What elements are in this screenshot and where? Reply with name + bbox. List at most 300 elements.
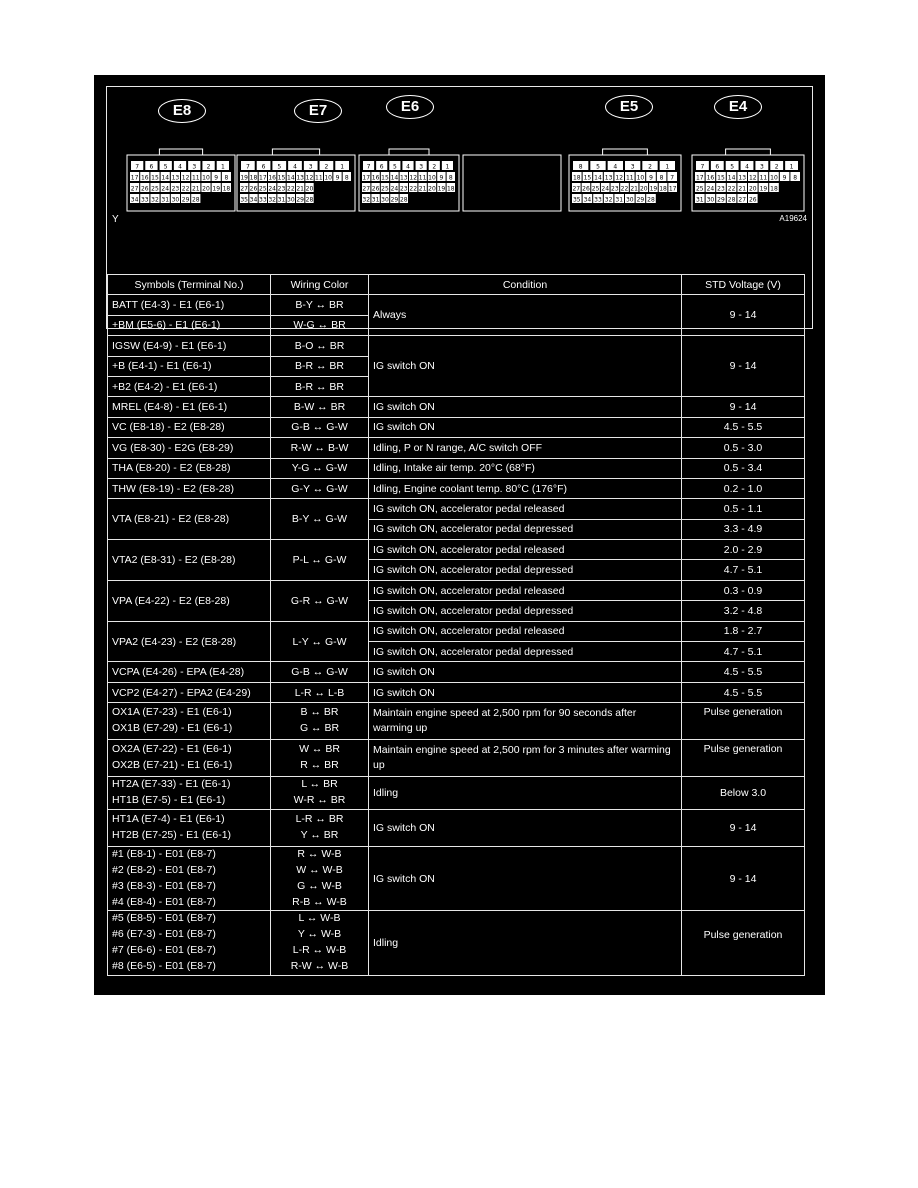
connector-latch	[272, 149, 319, 155]
pin-number: 3	[192, 163, 197, 171]
wiring-line: Y ↔ BR	[300, 829, 339, 842]
condition-cell: Idling	[369, 777, 682, 810]
pin-number: 28	[191, 196, 200, 204]
symbol-cell	[108, 703, 271, 740]
pin-number: 34	[130, 196, 139, 204]
pin-number: 30	[287, 196, 295, 204]
voltage-cell: 4.5 - 5.5	[682, 662, 805, 682]
pin-number: 1	[445, 163, 450, 171]
symbol-cell: IGSW (E4-9) - E1 (E6-1)	[108, 336, 271, 356]
pin-number: 31	[371, 196, 380, 204]
pin-number: 21	[191, 185, 200, 193]
connector-face-e5	[569, 149, 681, 211]
pin-number: 31	[161, 196, 170, 204]
pin-number: 11	[625, 174, 634, 182]
condition-cell: IG switch ON	[369, 336, 682, 397]
wiring-cell: P-L ↔ G-W	[271, 540, 369, 581]
pin-number: 7	[135, 163, 140, 171]
condition-cell: Always	[369, 295, 682, 336]
symbol-cell	[108, 810, 271, 847]
pin-number: 1	[340, 163, 345, 171]
pin-number: 27	[130, 185, 139, 193]
condition-cell: IG switch ON	[369, 397, 682, 417]
symbol-cell: THW (E8-19) - E2 (E8-28)	[108, 478, 271, 498]
pin-number: 3	[308, 163, 313, 171]
pin-number: 26	[249, 185, 258, 193]
pin-number: 5	[163, 163, 168, 171]
pin-number: 17	[668, 185, 677, 193]
connector-latch	[603, 149, 648, 155]
pin-number: 20	[639, 185, 648, 193]
pin-number: 22	[409, 185, 418, 193]
pin-number: 30	[171, 196, 180, 204]
condition-cell: IG switch ON	[369, 810, 682, 847]
pin-number: 11	[759, 174, 768, 182]
voltage-cell: Pulse generation	[682, 911, 805, 975]
symbol-cell: VPA2 (E4-23) - E2 (E8-28)	[108, 621, 271, 662]
connector-face-e8	[127, 149, 235, 211]
wiring-line: R ↔ W-B	[297, 848, 342, 861]
pin-number: 35	[572, 196, 581, 204]
wiring-line: Y ↔ W-B	[297, 928, 342, 941]
voltage-cell: 9 - 14	[682, 295, 805, 336]
pin-number: 19	[437, 185, 446, 193]
table-row	[108, 478, 805, 498]
pin-number: 17	[130, 174, 139, 182]
pin-number: 29	[296, 196, 304, 204]
figure-frame	[94, 75, 825, 995]
symbol-line: HT1B (E7-5) - E1 (E6-1)	[112, 794, 226, 807]
voltage-cell: 9 - 14	[682, 336, 805, 397]
pin-number: 28	[305, 196, 314, 204]
symbol-cell: VTA (E8-21) - E2 (E8-28)	[108, 499, 271, 540]
wiring-cell: W-G ↔ BR	[271, 315, 369, 335]
pin-number: 24	[390, 185, 399, 193]
condition-cell: Idling, Intake air temp. 20°C (68°F)	[369, 458, 682, 478]
pin-number: 4	[613, 163, 618, 171]
symbol-cell: MREL (E4-8) - E1 (E6-1)	[108, 397, 271, 417]
pin-number: 32	[268, 196, 276, 204]
pin-number: 18	[659, 185, 667, 193]
pin-number: 15	[151, 174, 159, 182]
wiring-cell: G-B ↔ G-W	[271, 662, 369, 682]
condition-cell: IG switch ON	[369, 847, 682, 911]
connector-label-e7: E7	[294, 99, 342, 123]
pin-number: 18	[249, 174, 258, 182]
table-header-row	[108, 275, 805, 295]
pin-number: 8	[578, 163, 583, 171]
voltage-cell: Pulse generation	[682, 740, 805, 777]
table-row	[108, 458, 805, 478]
pin-number: 11	[191, 174, 200, 182]
symbol-line: #8 (E6-5) - E01 (E8-7)	[112, 959, 216, 972]
pin-number: 6	[261, 163, 266, 171]
condition-cell: Maintain engine speed at 2,500 rpm for 3 minutes after warming up	[369, 740, 682, 777]
pin-number: 23	[399, 185, 408, 193]
pin-number: 22	[181, 185, 190, 193]
symbol-line: HT2A (E7-33) - E1 (E6-1)	[112, 778, 231, 791]
pin-number: 11	[315, 174, 323, 182]
connector-label-e6: E6	[386, 95, 434, 119]
header-std-voltage: STD Voltage (V)	[682, 275, 805, 295]
wiring-cell: B-O ↔ BR	[271, 336, 369, 356]
pin-number: 14	[594, 174, 602, 182]
pin-number: 9	[782, 174, 787, 182]
pin-number: 13	[604, 174, 613, 182]
pin-number: 17	[695, 174, 704, 182]
pin-number: 10	[428, 174, 436, 182]
wiring-cell	[271, 740, 369, 777]
wiring-cell: G-B ↔ G-W	[271, 417, 369, 437]
symbol-cell	[108, 740, 271, 777]
pin-number: 2	[206, 163, 211, 171]
pin-number: 9	[214, 174, 219, 182]
pin-number: 21	[296, 185, 304, 193]
wiring-line: R ↔ BR	[300, 759, 339, 772]
pin-number: 28	[647, 196, 655, 204]
wiring-cell: Y-G ↔ G-W	[271, 458, 369, 478]
pin-number: 2	[774, 163, 779, 171]
pin-number: 33	[594, 196, 602, 204]
wiring-cell	[271, 777, 369, 810]
pin-number: 21	[630, 185, 638, 193]
pin-number: 5	[596, 163, 600, 171]
wiring-cell: G-R ↔ G-W	[271, 580, 369, 621]
header-condition: Condition	[369, 275, 682, 295]
pin-number: 7	[245, 163, 250, 171]
pin-number: 17	[362, 174, 371, 182]
symbol-cell: BATT (E4-3) - E1 (E6-1)	[108, 295, 271, 315]
pin-number: 18	[446, 185, 455, 193]
pin-number: 4	[406, 163, 410, 171]
pin-number: 25	[591, 185, 600, 193]
table-row	[108, 777, 805, 810]
table-row	[108, 540, 805, 560]
voltage-cell: 2.0 - 2.9	[682, 540, 805, 560]
symbol-cell: +B (E4-1) - E1 (E6-1)	[108, 356, 271, 376]
pin-number: 27	[572, 185, 581, 193]
pin-number: 8	[659, 174, 664, 182]
wiring-cell: B-Y ↔ G-W	[271, 499, 369, 540]
pin-number: 12	[305, 174, 314, 182]
pin-number: 8	[344, 174, 349, 182]
pin-number: 7	[366, 163, 371, 171]
table-row	[108, 682, 805, 702]
pin-number: 19	[240, 174, 248, 182]
pin-number: 12	[181, 174, 190, 182]
pin-number: 10	[202, 174, 210, 182]
pin-number: 23	[277, 185, 286, 193]
pin-number: 20	[428, 185, 436, 193]
condition-cell: IG switch ON	[369, 417, 682, 437]
pin-number: 16	[140, 174, 149, 182]
table-row	[108, 499, 805, 519]
pin-number: 18	[770, 185, 778, 193]
voltage-cell: 0.5 - 1.1	[682, 499, 805, 519]
pin-number: 27	[738, 196, 747, 204]
symbol-line: #3 (E8-3) - E01 (E8-7)	[112, 879, 216, 892]
wiring-line: G ↔ W-B	[297, 879, 342, 892]
pin-number: 21	[418, 185, 427, 193]
pin-number: 35	[240, 196, 248, 204]
pin-number: 22	[727, 185, 736, 193]
pin-number: 12	[748, 174, 757, 182]
pin-number: 30	[381, 196, 389, 204]
pin-number: 29	[717, 196, 725, 204]
condition-cell: IG switch ON, accelerator pedal depressed	[369, 519, 682, 539]
wiring-line: R-W ↔ W-B	[290, 959, 349, 972]
header-wiring-color: Wiring Color	[271, 275, 369, 295]
symbol-cell: VPA (E4-22) - E2 (E8-28)	[108, 580, 271, 621]
condition-cell: Idling, P or N range, A/C switch OFF	[369, 438, 682, 458]
wiring-line: L-R ↔ BR	[295, 813, 344, 826]
pin-number: 19	[759, 185, 768, 193]
pin-number: 22	[620, 185, 629, 193]
pin-number: 20	[305, 185, 314, 193]
table-row	[108, 662, 805, 682]
wiring-line: W ↔ BR	[299, 743, 340, 756]
pin-number: 23	[171, 185, 180, 193]
condition-cell: IG switch ON, accelerator pedal depressed	[369, 642, 682, 662]
voltage-cell: Pulse generation	[682, 703, 805, 740]
table-row	[108, 703, 805, 740]
pin-number: 10	[636, 174, 645, 182]
pin-number: 23	[717, 185, 725, 193]
pin-number: 14	[727, 174, 736, 182]
pin-number: 21	[738, 185, 747, 193]
wiring-line: W-R ↔ BR	[293, 794, 346, 807]
voltage-cell: 1.8 - 2.7	[682, 621, 805, 641]
symbol-line: #4 (E8-4) - E01 (E8-7)	[112, 895, 216, 908]
symbol-line: #1 (E8-1) - E01 (E8-7)	[112, 848, 216, 861]
pin-number: 8	[224, 174, 229, 182]
table-row	[108, 417, 805, 437]
wiring-cell: L-R ↔ L-B	[271, 682, 369, 702]
table-row	[108, 397, 805, 417]
figure-id: A19624	[779, 214, 807, 223]
pin-number: 16	[268, 174, 276, 182]
voltage-cell: 4.5 - 5.5	[682, 682, 805, 702]
wiring-line: L ↔ BR	[301, 778, 338, 791]
pin-number: 31	[277, 196, 286, 204]
pin-number: 3	[419, 163, 424, 171]
pin-number: 4	[178, 163, 182, 171]
voltage-cell: 0.3 - 0.9	[682, 580, 805, 600]
connector-housing	[463, 155, 561, 211]
header-symbols: Symbols (Terminal No.)	[108, 275, 271, 295]
pin-number: 13	[738, 174, 747, 182]
symbol-cell: VCPA (E4-26) - EPA (E4-28)	[108, 662, 271, 682]
table-row	[108, 295, 805, 315]
symbol-cell	[108, 911, 271, 975]
pin-number: 17	[259, 174, 267, 182]
symbol-line: OX2A (E7-22) - E1 (E6-1)	[112, 743, 232, 756]
wiring-cell: L-Y ↔ G-W	[271, 621, 369, 662]
condition-cell: IG switch ON	[369, 682, 682, 702]
voltage-cell: 4.7 - 5.1	[682, 642, 805, 662]
symbol-cell: VG (E8-30) - E2G (E8-29)	[108, 438, 271, 458]
pin-number: 1	[220, 163, 225, 171]
connector-label-e5: E5	[605, 95, 653, 119]
symbol-cell: VC (E8-18) - E2 (E8-28)	[108, 417, 271, 437]
wiring-line: L-R ↔ W-B	[292, 943, 347, 956]
pin-number: 3	[630, 163, 635, 171]
symbol-line: #7 (E6-6) - E01 (E8-7)	[112, 943, 216, 956]
pin-number: 8	[448, 174, 453, 182]
pin-number: 26	[371, 185, 380, 193]
connector-faces	[107, 127, 812, 257]
symbol-line: #6 (E7-3) - E01 (E8-7)	[112, 928, 216, 941]
pin-number: 32	[362, 196, 371, 204]
pin-number: 13	[399, 174, 408, 182]
pin-number: 10	[770, 174, 778, 182]
voltage-cell: 4.7 - 5.1	[682, 560, 805, 580]
pin-number: 19	[212, 185, 221, 193]
symbol-line: HT1A (E7-4) - E1 (E6-1)	[112, 813, 225, 826]
pin-number: 22	[287, 185, 295, 193]
pin-number: 15	[381, 174, 389, 182]
pin-number: 29	[636, 196, 645, 204]
pin-number: 24	[268, 185, 276, 193]
pin-number: 9	[649, 174, 653, 182]
pin-number: 26	[582, 185, 590, 193]
connector-face-e7	[237, 149, 355, 211]
pin-number: 5	[277, 163, 282, 171]
pin-number: 15	[717, 174, 725, 182]
wiring-cell	[271, 911, 369, 975]
pin-number: 20	[748, 185, 757, 193]
connector-face-e4	[692, 149, 804, 211]
pin-number: 3	[759, 163, 764, 171]
pin-number: 9	[439, 174, 444, 182]
pin-number: 6	[149, 163, 154, 171]
table-row	[108, 810, 805, 847]
pin-number: 5	[392, 163, 397, 171]
condition-cell: IG switch ON, accelerator pedal released	[369, 499, 682, 519]
pin-number: 6	[379, 163, 384, 171]
condition-cell: IG switch ON, accelerator pedal released	[369, 621, 682, 641]
pin-number: 32	[604, 196, 613, 204]
symbol-line: OX2B (E7-21) - E1 (E6-1)	[112, 759, 233, 772]
symbol-cell: +B2 (E4-2) - E1 (E6-1)	[108, 376, 271, 396]
wiring-line: L ↔ W-B	[298, 912, 341, 925]
table-row	[108, 580, 805, 600]
table-row	[108, 621, 805, 641]
pin-number: 14	[161, 174, 170, 182]
pin-number: 34	[249, 196, 258, 204]
pin-number: 25	[381, 185, 389, 193]
pin-number: 2	[648, 163, 652, 171]
pin-number: 15	[583, 174, 592, 182]
pin-number: 29	[181, 196, 190, 204]
pin-number: 1	[665, 163, 670, 171]
corner-letter: Y	[112, 214, 119, 225]
wiring-cell: R-W ↔ B-W	[271, 438, 369, 458]
pin-number: 12	[409, 174, 418, 182]
voltage-cell: 0.5 - 3.4	[682, 458, 805, 478]
pin-number: 10	[324, 174, 332, 182]
table-row	[108, 438, 805, 458]
pin-number: 24	[601, 185, 610, 193]
pin-number: 19	[649, 185, 658, 193]
pin-number: 32	[151, 196, 159, 204]
pin-number: 31	[695, 196, 704, 204]
symbol-cell	[108, 847, 271, 911]
pin-number: 24	[161, 185, 170, 193]
voltage-cell: Below 3.0	[682, 777, 805, 810]
wiring-cell	[271, 810, 369, 847]
wiring-cell: B-Y ↔ BR	[271, 295, 369, 315]
pin-number: 8	[793, 174, 798, 182]
wiring-line: R-B ↔ W-B	[292, 895, 347, 908]
wiring-line: W ↔ W-B	[296, 864, 343, 876]
symbol-cell: +BM (E5-6) - E1 (E6-1)	[108, 315, 271, 335]
voltage-cell: 0.2 - 1.0	[682, 478, 805, 498]
symbol-line: HT2B (E7-25) - E1 (E6-1)	[112, 829, 232, 842]
symbol-cell: VCP2 (E4-27) - EPA2 (E4-29)	[108, 682, 271, 702]
pin-number: 30	[625, 196, 634, 204]
pin-number: 23	[611, 185, 619, 193]
voltage-cell: 3.2 - 4.8	[682, 601, 805, 621]
pin-number: 30	[706, 196, 715, 204]
voltage-cell: 0.5 - 3.0	[682, 438, 805, 458]
pin-number: 5	[730, 163, 735, 171]
voltage-cell: 9 - 14	[682, 397, 805, 417]
symbol-line: OX1A (E7-23) - E1 (E6-1)	[112, 706, 232, 719]
pin-number: 7	[670, 174, 675, 182]
wiring-cell: G-Y ↔ G-W	[271, 478, 369, 498]
pin-number: 14	[287, 174, 295, 182]
pin-number: 24	[706, 185, 715, 193]
voltage-cell: 9 - 14	[682, 810, 805, 847]
connector-label-e8: E8	[158, 99, 206, 123]
pin-number: 34	[583, 196, 592, 204]
pin-number: 9	[335, 174, 340, 182]
pin-number: 1	[789, 163, 794, 171]
symbol-cell: VTA2 (E8-31) - E2 (E8-28)	[108, 540, 271, 581]
wiring-line: B ↔ BR	[300, 706, 339, 719]
connector-label-e4: E4	[714, 95, 762, 119]
pin-number: 28	[727, 196, 736, 204]
condition-cell: IG switch ON, accelerator pedal released	[369, 540, 682, 560]
wiring-cell: B-R ↔ BR	[271, 356, 369, 376]
condition-cell: IG switch ON, accelerator pedal released	[369, 580, 682, 600]
pin-number: 25	[695, 185, 704, 193]
pin-number: 4	[293, 163, 297, 171]
pin-number: 4	[745, 163, 749, 171]
wiring-cell	[271, 847, 369, 911]
pin-number: 7	[700, 163, 705, 171]
symbol-line: #5 (E8-5) - E01 (E8-7)	[112, 912, 216, 925]
condition-cell: Idling, Engine coolant temp. 80°C (176°F)	[369, 478, 682, 498]
pin-number: 25	[151, 185, 159, 193]
connector-latch	[159, 149, 202, 155]
pin-number: 29	[390, 196, 399, 204]
connector-latch	[726, 149, 771, 155]
pin-number: 20	[202, 185, 210, 193]
pin-number: 2	[432, 163, 437, 171]
condition-cell: Idling	[369, 911, 682, 975]
voltage-cell: 9 - 14	[682, 847, 805, 911]
pin-number: 16	[371, 174, 380, 182]
voltage-cell: 3.3 - 4.9	[682, 519, 805, 539]
symbol-cell	[108, 777, 271, 810]
wiring-cell	[271, 703, 369, 740]
wiring-line: G ↔ BR	[299, 722, 340, 735]
pin-number: 33	[140, 196, 149, 204]
pin-number: 28	[399, 196, 408, 204]
pin-number: 27	[240, 185, 248, 193]
